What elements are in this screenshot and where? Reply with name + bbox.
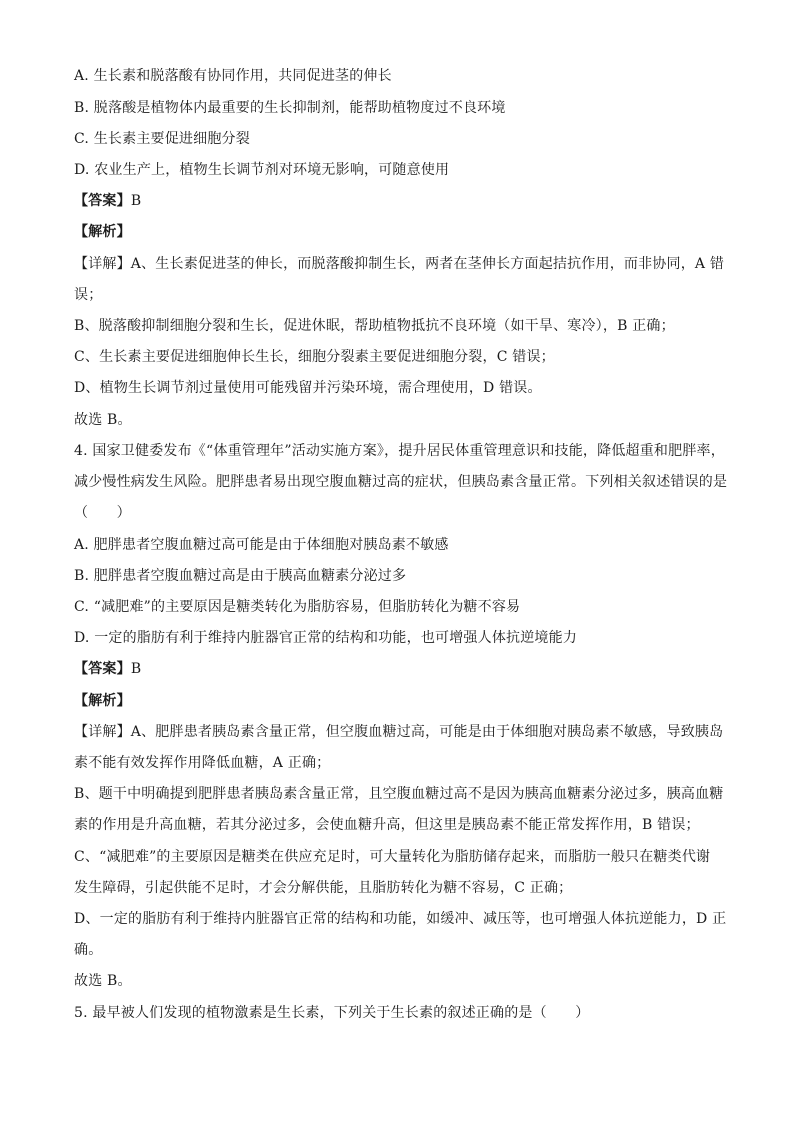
q3-option-b: B. 脱落酸是植物体内最重要的生长抑制剂，能帮助植物度过不良环境 <box>74 100 506 116</box>
q3-option-c: C. 生长素主要促进细胞分裂 <box>74 131 250 147</box>
q3-analysis-label: 【解析】 <box>74 224 131 240</box>
q3-answer <box>74 191 724 211</box>
q3-detail-line-4: C、生长素主要促进细胞伸长生长，细胞分裂素主要促进细胞分裂，C 错误； <box>74 349 555 365</box>
q4-answer-label: 【答案】 <box>74 661 131 677</box>
q4-detail-line-7: D、一定的脂肪有利于维持内脏器官正常的结构和功能，如缓冲、减压等，也可增强人体抗逆能力，D 正 <box>74 911 727 927</box>
q3-option-a: A. 生长素和脱落酸有协同作用，共同促进茎的伸长 <box>74 68 392 84</box>
q5-stem: 5. 最早被人们发现的植物激素是生长素，下列关于生长素的叙述正确的是（ ） <box>74 1005 590 1021</box>
q4-option-b: B. 肥胖患者空腹血糖过高是由于胰高血糖素分泌过多 <box>74 568 407 584</box>
q4-stem-line-1: 4. 国家卫健委发布《“体重管理年”活动实施方案》，提升居民体重管理意识和技能，降低超重和肥胖率， <box>74 443 725 459</box>
q3-detail-line-1: 【详解】A、生长素促进茎的伸长，而脱落酸抑制生长，两者在茎伸长方面起拮抗作用，而非协同，A 错 <box>74 256 725 272</box>
q4-detail-line-5: C、“减肥难”的主要原因是糖类在供应充足时，可大量转化为脂肪储存起来，而脂肪一般只在糖类代谢 <box>74 849 711 865</box>
q4-answer-value: B <box>130 661 142 677</box>
q4-answer <box>74 659 724 679</box>
q4-detail-line-3: B、题干中明确提到肥胖患者胰岛素含量正常，且空腹血糖过高不是因为胰高血糖素分泌过多，胰高血糖 <box>74 786 724 802</box>
q3-conclusion: 故选 B。 <box>74 412 132 428</box>
q4-option-a: A. 肥胖患者空腹血糖过高可能是由于体细胞对胰岛素不敏感 <box>74 537 449 553</box>
q4-detail-line-8: 确。 <box>74 942 103 958</box>
q4-detail-line-6: 发生障碍，引起供能不足时，才会分解供能，且脂肪转化为糖不容易，C 正确； <box>74 880 573 896</box>
q4-option-d: D. 一定的脂肪有利于维持内脏器官正常的结构和功能，也可增强人体抗逆境能力 <box>74 630 578 646</box>
q4-stem-line-2: 减少慢性病发生风险。肥胖患者易出现空腹血糖过高的症状，但胰岛素含量正常。下列相关叙述错误的是 <box>74 474 728 490</box>
q3-option-d: D. 农业生产上，植物生长调节剂对环境无影响，可随意使用 <box>74 162 450 178</box>
q3-detail-line-5: D、植物生长调节剂过量使用可能残留并污染环境，需合理使用，D 错误。 <box>74 380 542 396</box>
q4-conclusion: 故选 B。 <box>74 973 132 989</box>
q4-detail-line-1: 【详解】A、肥胖患者胰岛素含量正常，但空腹血糖过高，可能是由于体细胞对胰岛素不敏感，导致胰岛 <box>74 724 724 740</box>
q3-answer-value: B <box>130 193 142 209</box>
q4-detail-line-4: 素的作用是升高血糖，若其分泌过多，会使血糖升高，但这里是胰岛素不能正常发挥作用，B 错误； <box>74 817 700 833</box>
q4-option-c: C. “减肥难”的主要原因是糖类转化为脂肪容易，但脂肪转化为糖不容易 <box>74 599 521 615</box>
q3-detail-line-2: 误； <box>74 287 103 303</box>
q4-stem-line-3: （ ） <box>74 505 131 521</box>
q4-detail-line-2: 素不能有效发挥作用降低血糖，A 正确； <box>74 755 331 771</box>
q4-analysis-label: 【解析】 <box>74 693 131 709</box>
q3-detail-line-3: B、脱落酸抑制细胞分裂和生长，促进休眠，帮助植物抵抗不良环境（如干旱、寒冷），B 正确； <box>74 318 675 334</box>
q3-answer-label: 【答案】 <box>74 193 131 209</box>
